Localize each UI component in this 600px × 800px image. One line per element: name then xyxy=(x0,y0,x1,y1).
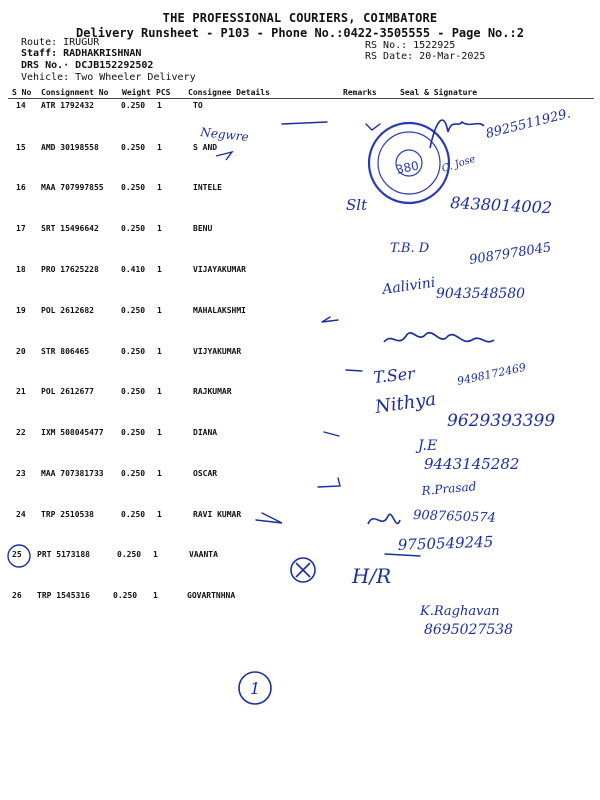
consignment-no: PRT 5173188 xyxy=(37,550,90,559)
signature-row19 xyxy=(384,333,494,342)
seal-stamp xyxy=(369,123,449,203)
consignment-no: AMD 30198558 xyxy=(41,143,99,152)
consignee: S AND xyxy=(193,143,218,152)
weight: 0.250 xyxy=(117,550,142,559)
pcs: 1 xyxy=(157,347,162,356)
consignee: BENU xyxy=(193,224,213,233)
consignee: DIANA xyxy=(193,428,218,437)
hw-name-row14: Negwre xyxy=(199,125,250,145)
pcs: 1 xyxy=(157,101,162,110)
sno: 22 xyxy=(16,428,26,437)
pcs: 1 xyxy=(157,387,162,396)
pcs: 1 xyxy=(157,224,162,233)
weight: 0.250 xyxy=(121,469,146,478)
weight: 0.250 xyxy=(121,183,146,192)
sno: 25 xyxy=(12,550,22,559)
consignee: GOVARTNHNA xyxy=(187,591,236,600)
weight: 0.250 xyxy=(121,224,146,233)
staff: Staff: RADHAKRISHNAN xyxy=(21,48,142,59)
hw-phone-row18: 9043548580 xyxy=(436,286,526,302)
hw-remark-row25: H/R xyxy=(352,564,392,588)
company-name: THE PROFESSIONAL COURIERS, COIMBATORE xyxy=(162,11,438,25)
sno: 17 xyxy=(16,224,26,233)
consignment-no: POL 2612677 xyxy=(41,387,94,396)
col-consignee: Consignee Details xyxy=(188,88,270,97)
stamp-center-text: 380 xyxy=(394,158,421,177)
pcs: 1 xyxy=(157,306,162,315)
hw-sig-row23: R.Prasad xyxy=(421,479,477,498)
mark-row15 xyxy=(216,152,232,160)
cross-circle-icon xyxy=(291,558,315,582)
consignment-no: PRO 17625228 xyxy=(41,265,99,274)
consignment-no: STR 806465 xyxy=(41,347,90,356)
hw-sig-row21: Nithya xyxy=(373,388,438,418)
pcs: 1 xyxy=(157,469,162,478)
sno: 23 xyxy=(16,469,26,478)
signature-row14 xyxy=(430,120,484,148)
remark-marks xyxy=(256,122,420,556)
col-consignment: Consignment No xyxy=(41,88,109,97)
pcs: 1 xyxy=(157,183,162,192)
sno: 15 xyxy=(16,143,26,152)
hw-sig-row16: Slt xyxy=(346,196,368,214)
weight: 0.250 xyxy=(121,347,146,356)
hw-sig-row22: J.E xyxy=(418,438,438,454)
sno: 20 xyxy=(16,347,26,356)
pcs: 1 xyxy=(153,591,158,600)
sno: 14 xyxy=(16,101,26,110)
sno: 18 xyxy=(16,265,26,274)
weight: 0.410 xyxy=(121,265,146,274)
vehicle: Vehicle: Two Wheeler Delivery xyxy=(21,72,196,83)
pcs: 1 xyxy=(157,510,162,519)
consignment-no: SRT 15496642 xyxy=(41,224,99,233)
sno: 16 xyxy=(16,183,26,192)
sno: 24 xyxy=(16,510,26,519)
pcs: 1 xyxy=(157,143,162,152)
pcs: 1 xyxy=(153,550,158,559)
sno: 26 xyxy=(12,591,22,600)
consignee: TO xyxy=(193,101,203,110)
col-seal-signature: Seal & Signature xyxy=(400,88,478,97)
hw-phone-row16: 8438014002 xyxy=(449,193,553,218)
col-sno: S No xyxy=(12,88,32,97)
weight: 0.250 xyxy=(121,306,146,315)
weight: 0.250 xyxy=(113,591,138,600)
consignment-no: MAA 707997855 xyxy=(41,183,104,192)
page-mark-circle xyxy=(239,672,271,704)
consignee: VIJAYAKUMAR xyxy=(193,265,246,274)
hw-sig-row26: K.Raghavan xyxy=(420,604,500,619)
consignment-no: POL 2612682 xyxy=(41,306,94,315)
drs-number: DRS No.· DCJB152292502 xyxy=(21,60,154,71)
hw-phone-row22: 9443145282 xyxy=(424,455,520,473)
col-weight: Weight xyxy=(122,88,151,97)
runsheet-title: Delivery Runsheet - P103 - Phone No.:0422-3505555 - Page No.:2 xyxy=(76,26,524,40)
hw-phone-row14: 8925511929. xyxy=(484,106,573,142)
hw-sig-row18: Aalivini xyxy=(381,274,437,298)
weight: 0.250 xyxy=(121,143,146,152)
consignee: RAVI KUMAR xyxy=(193,510,242,519)
consignment-no: TRP 1545316 xyxy=(37,591,90,600)
consignee: VAANTA xyxy=(189,550,218,559)
hw-page-mark: 1 xyxy=(250,679,261,698)
consignment-no: MAA 707381733 xyxy=(41,469,104,478)
cross-icon xyxy=(296,563,310,577)
route: Route: IRUGUR xyxy=(21,37,100,48)
consignment-no: IXM 508045477 xyxy=(41,428,104,437)
weight: 0.250 xyxy=(121,387,146,396)
hw-phone-row24: 9750549245 xyxy=(397,532,494,554)
hw-phone-row17: 9087978045 xyxy=(468,240,553,268)
pcs: 1 xyxy=(157,428,162,437)
consignee: VIJYAKUMAR xyxy=(193,347,242,356)
signature-row24 xyxy=(368,514,400,524)
rs-date: RS Date: 20-Mar-2025 xyxy=(365,51,486,62)
consignee: OSCAR xyxy=(193,469,218,478)
hw-phone-row20: 9498172469 xyxy=(455,360,528,388)
weight: 0.250 xyxy=(121,101,146,110)
consignee: INTELE xyxy=(193,183,222,192)
hw-phone-row23: 9087650574 xyxy=(412,508,497,526)
hw-sig-row15: C. Jose xyxy=(440,153,477,175)
weight: 0.250 xyxy=(121,428,146,437)
consignee: RAJKUMAR xyxy=(193,387,232,396)
header-rule xyxy=(8,98,594,99)
hw-phone-row21: 9629393399 xyxy=(447,411,556,431)
col-remarks: Remarks xyxy=(343,88,377,97)
hw-sig-row17: T.B. D xyxy=(390,241,430,256)
consignment-no: TRP 2510538 xyxy=(41,510,94,519)
barcode xyxy=(232,40,354,70)
weight: 0.250 xyxy=(121,510,146,519)
sno: 21 xyxy=(16,387,26,396)
rs-number: RS No.: 1522925 xyxy=(365,40,456,51)
col-pcs: PCS xyxy=(156,88,171,97)
hw-phone-row26: 8695027538 xyxy=(424,622,514,638)
consignee: MAHALAKSHMI xyxy=(193,306,246,315)
sno: 19 xyxy=(16,306,26,315)
hw-sig-row20: T.Ser xyxy=(372,363,416,387)
pcs: 1 xyxy=(157,265,162,274)
consignment-no: ATR 1792432 xyxy=(41,101,94,110)
